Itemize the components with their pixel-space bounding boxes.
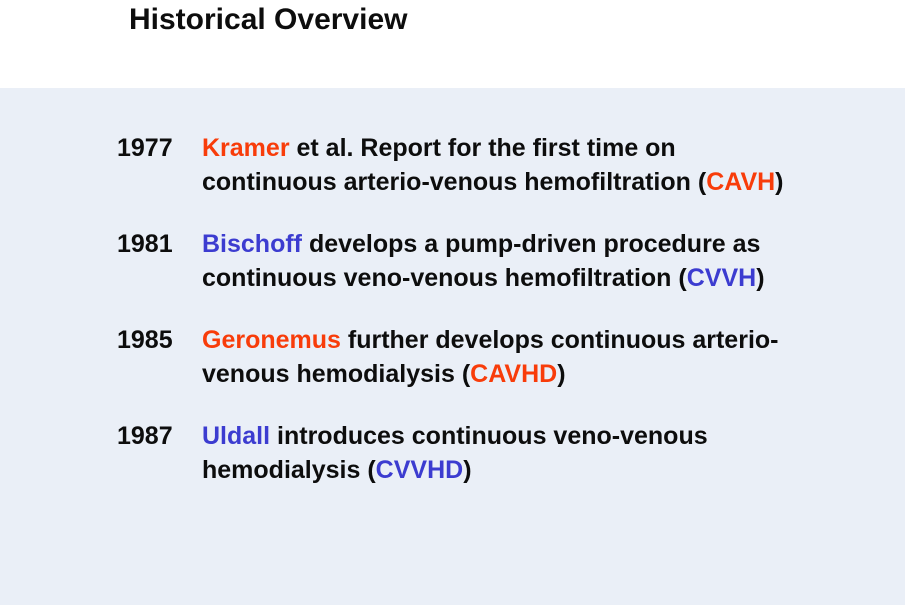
entry-text <box>202 419 802 487</box>
entry-text <box>202 323 802 391</box>
entry-segment: Bischoff <box>202 230 302 258</box>
entry-segment: Kramer <box>202 134 290 162</box>
timeline <box>0 88 905 515</box>
timeline-entry <box>117 419 905 487</box>
entry-year: 1981 <box>117 230 173 258</box>
timeline-entry <box>117 131 905 199</box>
entry-year: 1977 <box>117 134 173 162</box>
entry-segment: ) <box>756 264 765 292</box>
entry-segment: CAVHD <box>470 360 558 388</box>
entry-text <box>202 227 802 295</box>
entry-year: 1985 <box>117 326 173 354</box>
entry-segment: ) <box>775 168 784 196</box>
entry-segment: develops a pump-driven procedure as continuous veno-venous hemofiltration ( <box>202 230 761 292</box>
entry-segment: introduces continuous veno-venous hemodialysis ( <box>202 422 708 484</box>
entry-segment: CAVH <box>706 168 776 196</box>
timeline-entry <box>117 227 905 295</box>
entry-segment: CVVH <box>686 264 757 292</box>
page-title: Historical Overview <box>129 3 408 36</box>
content-panel <box>0 88 905 605</box>
entry-segment: Uldall <box>202 422 271 450</box>
entry-text <box>202 131 802 199</box>
entry-year: 1987 <box>117 422 173 450</box>
timeline-entry <box>117 323 905 391</box>
entry-segment: Geronemus <box>202 326 341 354</box>
entry-segment: further develops continuous arterio-venous hemodialysis ( <box>202 326 779 388</box>
entry-segment: CVVHD <box>375 456 464 484</box>
entry-segment: ) <box>463 456 472 484</box>
entry-segment: ) <box>557 360 566 388</box>
entry-segment: et al. Report for the first time on continuous arterio-venous hemofiltration ( <box>202 134 707 196</box>
